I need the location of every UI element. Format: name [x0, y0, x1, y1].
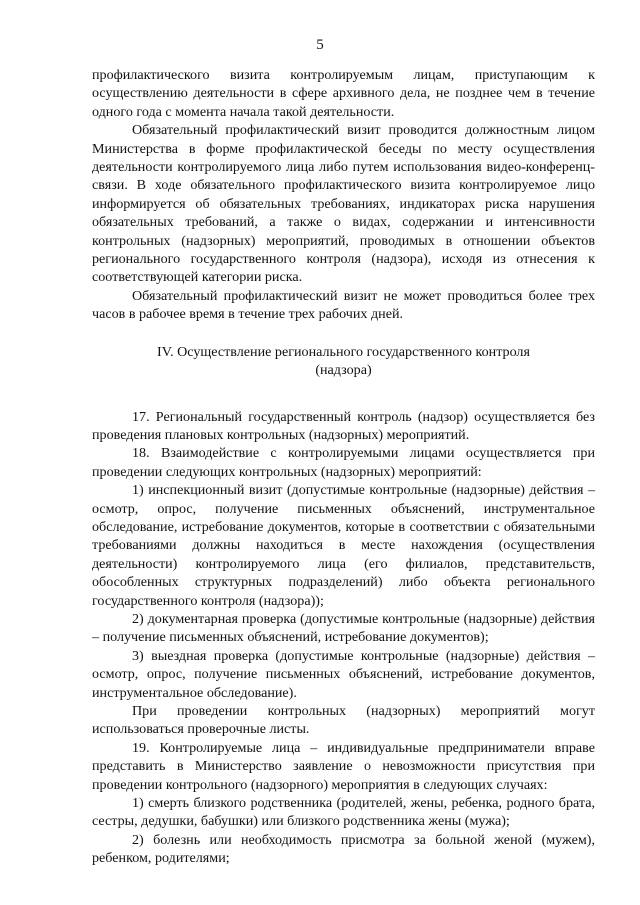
page-number: 5	[316, 37, 324, 53]
paragraph-visit-duration: Обязательный профилактический визит не может проводиться более трех часов в рабочее время в течение трех рабочих дней.	[92, 287, 595, 323]
list-item-death-of-relative: 1) смерть близкого родственника (родителей, жены, ребенка, родного брата, сестры, дедушки, бабушки) или близкого родственника жены (мужа);	[92, 795, 595, 830]
document-body	[92, 66, 595, 868]
paragraph-item-19: 19. Контролируемые лица – индивидуальные предприниматели вправе представить в Министерство заявление о невозможности присутствия при проведении контрольного (надзорного) мероприятия в следующих случаях:	[92, 739, 595, 793]
list-item-field-check: 3) выездная проверка (допустимые контрольные (надзорные) действия – осмотр, опрос, получение письменных объяснений, истребование документов, инструментальное обследование).	[92, 647, 595, 701]
list-item-inspection-visit: 1) инспекционный визит (допустимые контрольные (надзорные) действия – осмотр, опрос, получение письменных объяснений, инструментальное обследование, истребование документов, которые в соответствии с обязательными требованиями должны находиться в месте нахождения (осуществления деятельности) контролируемого лица (его филиалов, представительств, обособленных структурных подразделений) либо объекта регионального государственного контроля (надзора));	[92, 482, 595, 609]
list-item-illness: 2) болезнь или необходимость присмотра за больной женой (мужем), ребенком, родителями;	[92, 831, 595, 867]
paragraph-item-18: 18. Взаимодействие с контролируемыми лицами осуществляется при проведении следующих контрольных (надзорных) мероприятий:	[92, 445, 595, 480]
section-heading: IV. Осуществление регионального государственного контроля (надзора)	[157, 343, 530, 379]
list-item-documentary-check: 2) документарная проверка (допустимые контрольные (надзорные) действия – получение письменных объяснений, истребование документов);	[92, 610, 595, 646]
paragraph-checklists: При проведении контрольных (надзорных) мероприятий могут использоваться проверочные листы.	[92, 703, 595, 738]
paragraph-mandatory-visit: Обязательный профилактический визит проводится должностным лицом Министерства в форме профилактической беседы по месту осуществления деятельности контролируемого лица либо путем использования видео-конференц-связи. В ходе обязательного профилактического визита контролируемое лицо информируется об обязательных требованиях, индикаторах риска нарушения обязательных требований, а также о видах, содержании и интенсивности контрольных (надзорных) мероприятий, проводимых в отношении объектов регионального государственного контроля (надзора), исходя из отнесения к соответствующей категории риска.	[92, 122, 595, 286]
paragraph-continuation: профилактического визита контролируемым лицам, приступающим к осуществлению деятельности в сфере архивного дела, не позднее чем в течение одного года с момента начала такой деятельности.	[92, 67, 595, 120]
paragraph-item-17: 17. Региональный государственный контроль (надзор) осуществляется без проведения плановых контрольных (надзорных) мероприятий.	[92, 408, 595, 443]
